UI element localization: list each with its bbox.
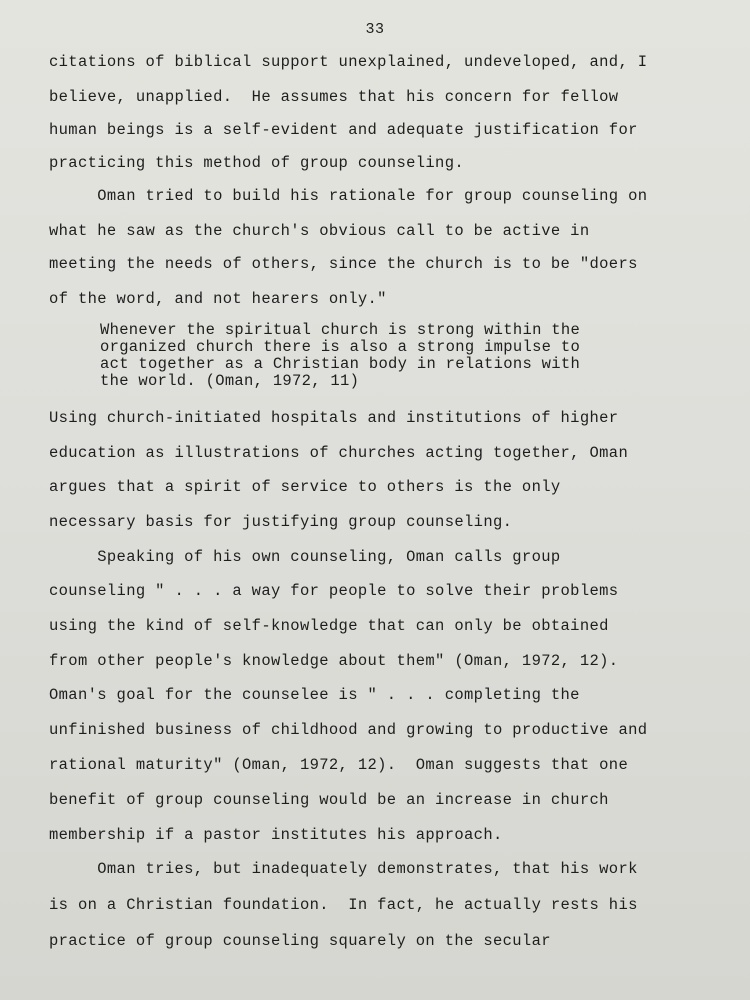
page-number: 33 <box>365 21 385 38</box>
text-line: Oman's goal for the counselee is " . . . completing the <box>49 686 580 704</box>
text-line: Speaking of his own counseling, Oman calls group <box>49 548 561 566</box>
text-line: what he saw as the church's obvious call to be active in <box>49 222 590 240</box>
text-line: rational maturity" (Oman, 1972, 12). Oman suggests that one <box>49 756 629 774</box>
text-line: unfinished business of childhood and growing to productive and <box>49 721 648 739</box>
text-line: citations of biblical support unexplained, undeveloped, and, I <box>49 53 648 71</box>
text-line: believe, unapplied. He assumes that his concern for fellow <box>49 88 619 106</box>
text-line: Using church-initiated hospitals and institutions of higher <box>49 409 619 427</box>
text-line: practicing this method of group counseling. <box>49 154 465 172</box>
text-line: membership if a pastor institutes his approach. <box>49 826 503 844</box>
text-line: using the kind of self-knowledge that can only be obtained <box>49 617 609 635</box>
quote-line: act together as a Christian body in relations with <box>100 355 581 373</box>
quote-line: Whenever the spiritual church is strong within the <box>100 321 581 339</box>
text-line: is on a Christian foundation. In fact, he actually rests his <box>49 896 638 914</box>
text-line: education as illustrations of churches acting together, Oman <box>49 444 629 462</box>
text-line: meeting the needs of others, since the church is to be "doers <box>49 255 638 273</box>
text-line: argues that a spirit of service to others is the only <box>49 478 561 496</box>
text-line: necessary basis for justifying group counseling. <box>49 513 513 531</box>
text-line: human beings is a self-evident and adequate justification for <box>49 121 638 139</box>
quote-line: the world. (Oman, 1972, 11) <box>100 372 360 390</box>
quote-line: organized church there is also a strong impulse to <box>100 338 581 356</box>
text-line: of the word, and not hearers only." <box>49 290 387 308</box>
block-quote <box>100 322 660 390</box>
text-line: Oman tries, but inadequately demonstrates, that his work <box>49 860 638 878</box>
text-line: Oman tried to build his rationale for group counseling on <box>49 187 648 205</box>
text-line: practice of group counseling squarely on the secular <box>49 932 551 950</box>
text-line: benefit of group counseling would be an increase in church <box>49 791 609 809</box>
text-line: counseling " . . . a way for people to solve their problems <box>49 582 619 600</box>
text-line: from other people's knowledge about them" (Oman, 1972, 12). <box>49 652 619 670</box>
